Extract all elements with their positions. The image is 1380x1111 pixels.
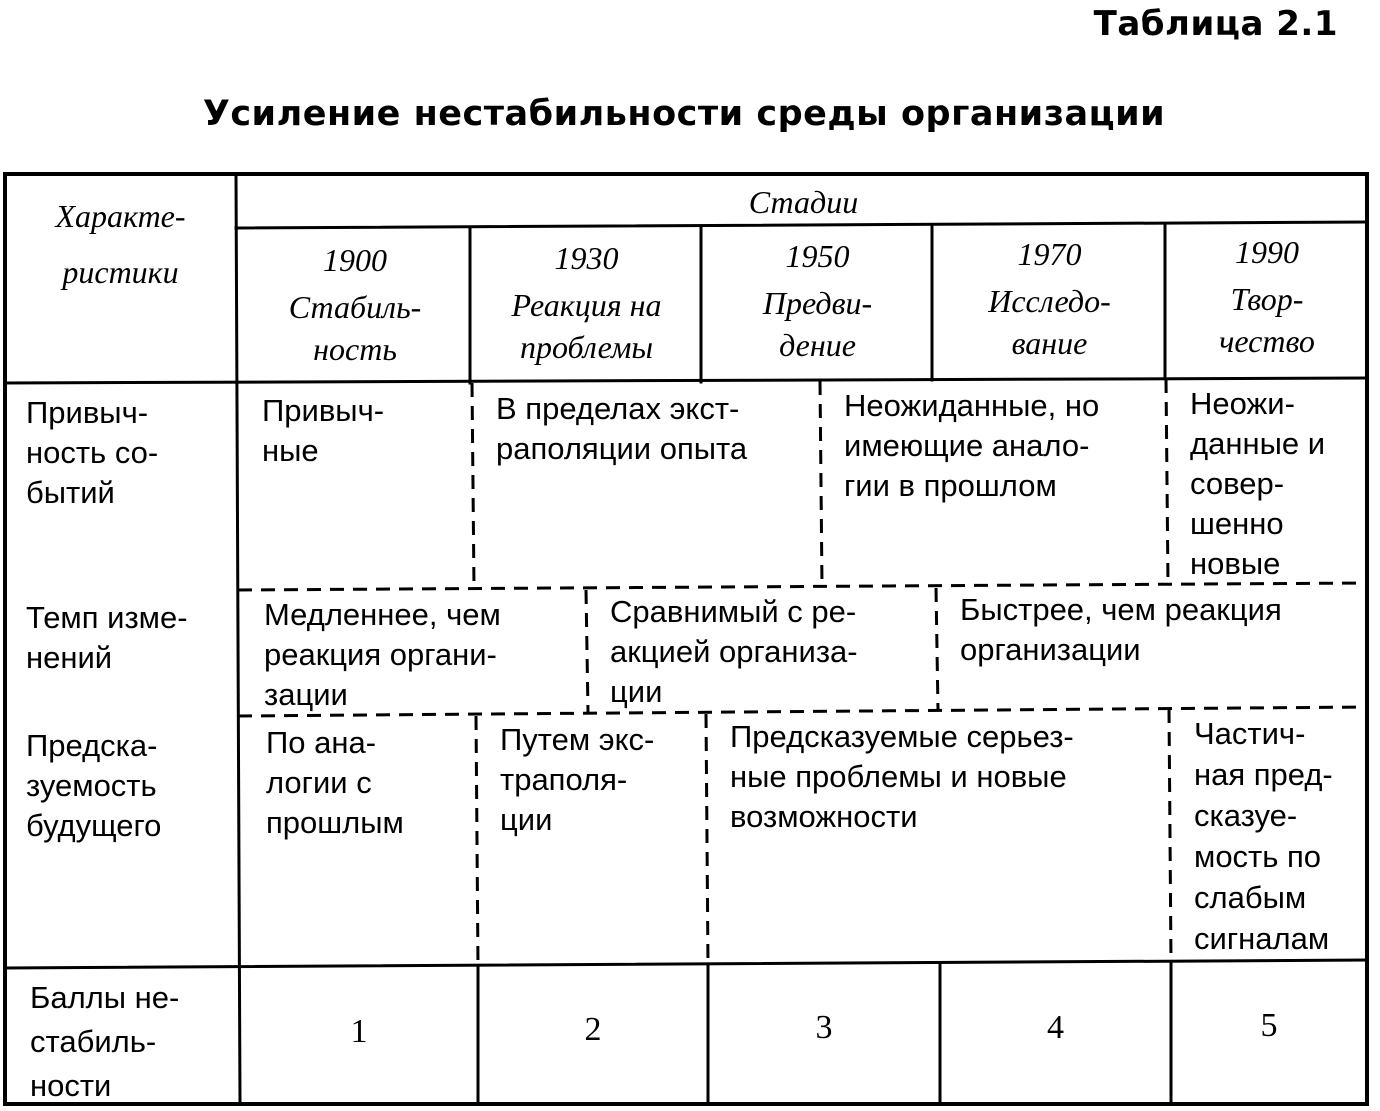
stage-1900-name: Стабиль- ность xyxy=(288,289,422,367)
characteristics-header: Характе- ристики xyxy=(55,198,186,290)
stage-1970-year: 1970 xyxy=(1017,236,1082,272)
score-1900: 1 xyxy=(350,1013,368,1050)
stage-1930-name: Реакция на проблемы xyxy=(511,287,662,365)
pace-cell-faster: Быстрее, чем реакция организации xyxy=(960,592,1282,667)
stage-1990-name: Твор- чество xyxy=(1219,281,1315,359)
pace-cell-comparable: Сравнимый с ре- акцией организа- ции xyxy=(610,594,858,709)
header-bottom-divider xyxy=(5,378,1367,383)
table-number-label: Таблица 2.1 xyxy=(1093,4,1338,44)
score-1950: 3 xyxy=(815,1009,833,1046)
stage-1930-year: 1930 xyxy=(554,240,619,276)
familiarity-cell-1990: Неожи- данные и совер- шенно новые xyxy=(1190,386,1326,581)
table-title-text: Усиление нестабильности среды организации xyxy=(202,94,1166,134)
stage-1950-year: 1950 xyxy=(785,238,850,274)
predictability-cell-weak-signals: Частич- ная пред- сказуе- мость по слабым сигналам xyxy=(1194,716,1333,956)
score-1930: 2 xyxy=(584,1011,602,1048)
predictability-cell-extrapolation: Путем экс- траполя- ции xyxy=(500,722,655,837)
stage-1970-name: Исследо- вание xyxy=(988,283,1111,361)
familiarity-cell-1900: Привыч- ные xyxy=(262,393,385,468)
predictability-cell-analogy: По ана- логии с прошлым xyxy=(266,725,404,840)
predictability-cell-serious-problems: Предсказуемые серьез- ные проблемы и новые возможности xyxy=(730,719,1074,834)
pace-cell-slower: Медленнее, чем реакция органи- зации xyxy=(264,597,501,712)
scores-row-divider xyxy=(5,960,1367,968)
row-label-predictability: Предска- зуемость будущего xyxy=(26,728,162,843)
stages-header: Стадии xyxy=(748,184,859,220)
row-label-scores: Баллы не- стабиль- ности xyxy=(30,980,180,1103)
row-label-familiarity: Привыч- ность со- бытий xyxy=(26,395,159,510)
familiarity-cell-1930: В пределах экст- раполяции опыта xyxy=(496,391,748,466)
stage-1990-year: 1990 xyxy=(1235,234,1299,270)
score-1970: 4 xyxy=(1047,1009,1064,1046)
stage-1900-year: 1900 xyxy=(323,242,387,278)
row-label-pace: Темп изме- нений xyxy=(26,600,188,675)
score-1990: 5 xyxy=(1260,1007,1278,1044)
stage-1950-name: Предви- дение xyxy=(762,285,873,363)
familiarity-cell-1950-1970: Неожиданные, но имеющие анало- гии в прошлом xyxy=(844,388,1100,503)
